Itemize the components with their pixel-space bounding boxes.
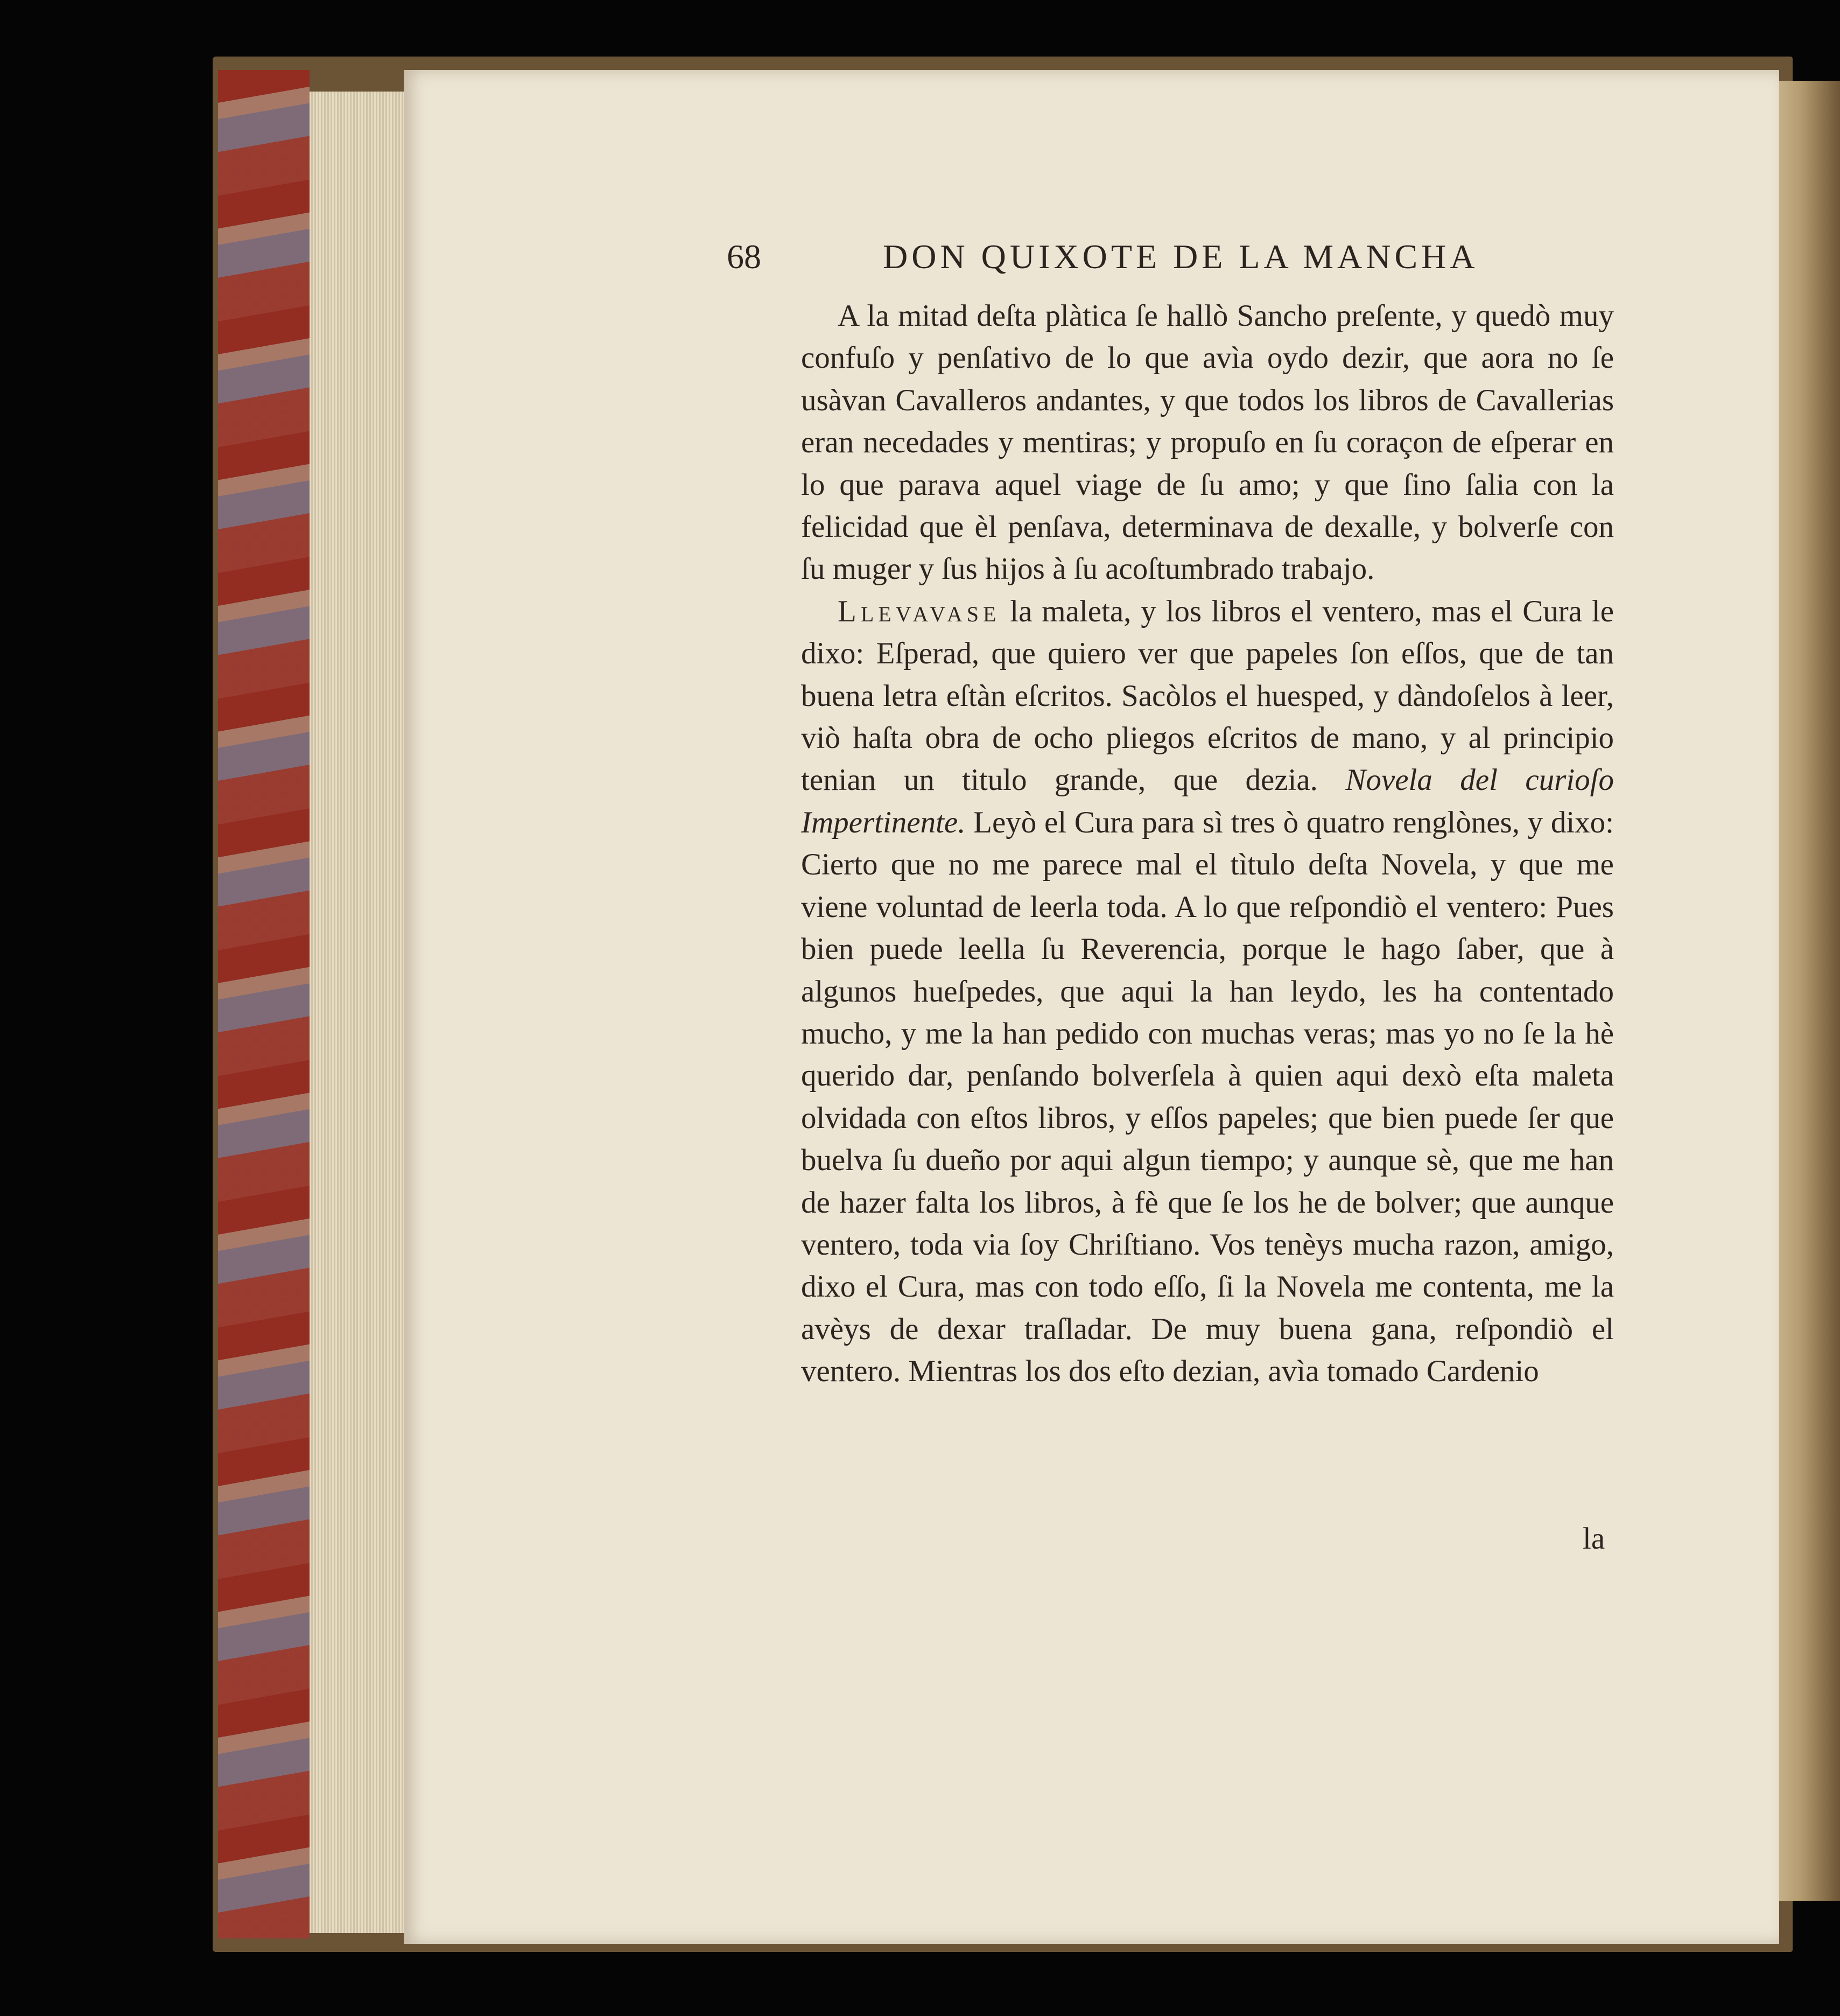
facing-page-edge [1774,81,1840,1901]
paragraph-text: Leyò el Cura para sì tres ò quatro renglònes, y dixo: Cierto que no me parece mal el tìtulo deſta Novela, y que me viene voluntad de leerla toda. A lo que reſpondiò el ventero: Pues bien puede leella ſu Reverencia, porque le hago ſaber, que à algunos hueſpedes, que aqui la han leydo, les ha contentado mucho, y me la han pedido con muchas veras; mas yo no ſe la hè querido dar, penſando bolverſela à quien aqui dexò eſta maleta olvidada con eſtos libros, y eſſos papeles; que bien puede ſer que buelva ſu dueño por aqui algun tiempo; y aunque sè, que me han de hazer falta los libros, à fè que ſe los he de bolver; que aunque ventero, toda via ſoy Chriſtiano. Vos tenèys mucha razon, amigo, dixo el Cura, mas con todo eſſo, ſi la Novela me contenta, me la avèys de dexar traſladar. De muy buena gana, reſpondiò el ventero. Mientras los dos eſto dezian, avìa tomado Cardenio [801,805,1614,1389]
lead-word: Llevavase [838,594,1001,628]
paragraph [801,591,1614,1393]
page-block-edge [310,92,406,1933]
marbled-endpaper [218,70,310,1938]
novel-title: Novela del curioſo Impertinente. [801,763,1614,839]
paragraph-text: la maleta, y los libros el ventero, mas el Cura le dixo: Eſperad, que quiero ver que papeles ſon eſſos, que de tan buena letra eſtàn eſcritos. Sacòlos el huesped, y dàndoſelos à leer, viò haſta obra de ocho pliegos eſcritos de mano, y al principio tenian un titulo grande, que dezia. [801,594,1614,797]
page-header [727,237,1620,285]
catchword: la [1583,1522,1605,1556]
body-text [801,295,1614,1393]
running-title: DON QUIXOTE DE LA MANCHA [883,237,1479,276]
paragraph: A la mitad deſta plàtica ſe hallò Sancho preſente, y quedò muy confuſo y penſativo de lo que avìa oydo dezir, que aora no ſe usàvan Cavalleros andantes, y que todos los libros de Cavallerias eran necedades y mentiras; y propuſo en ſu coraçon de eſperar en lo que parava aquel viage de ſu amo; y que ſino ſalia con la felicidad que èl penſava, determinava de dexalle, y bolverſe con ſu muger y ſus hijos à ſu acoſtumbrado trabajo. [801,299,1614,586]
page-number: 68 [727,237,761,276]
